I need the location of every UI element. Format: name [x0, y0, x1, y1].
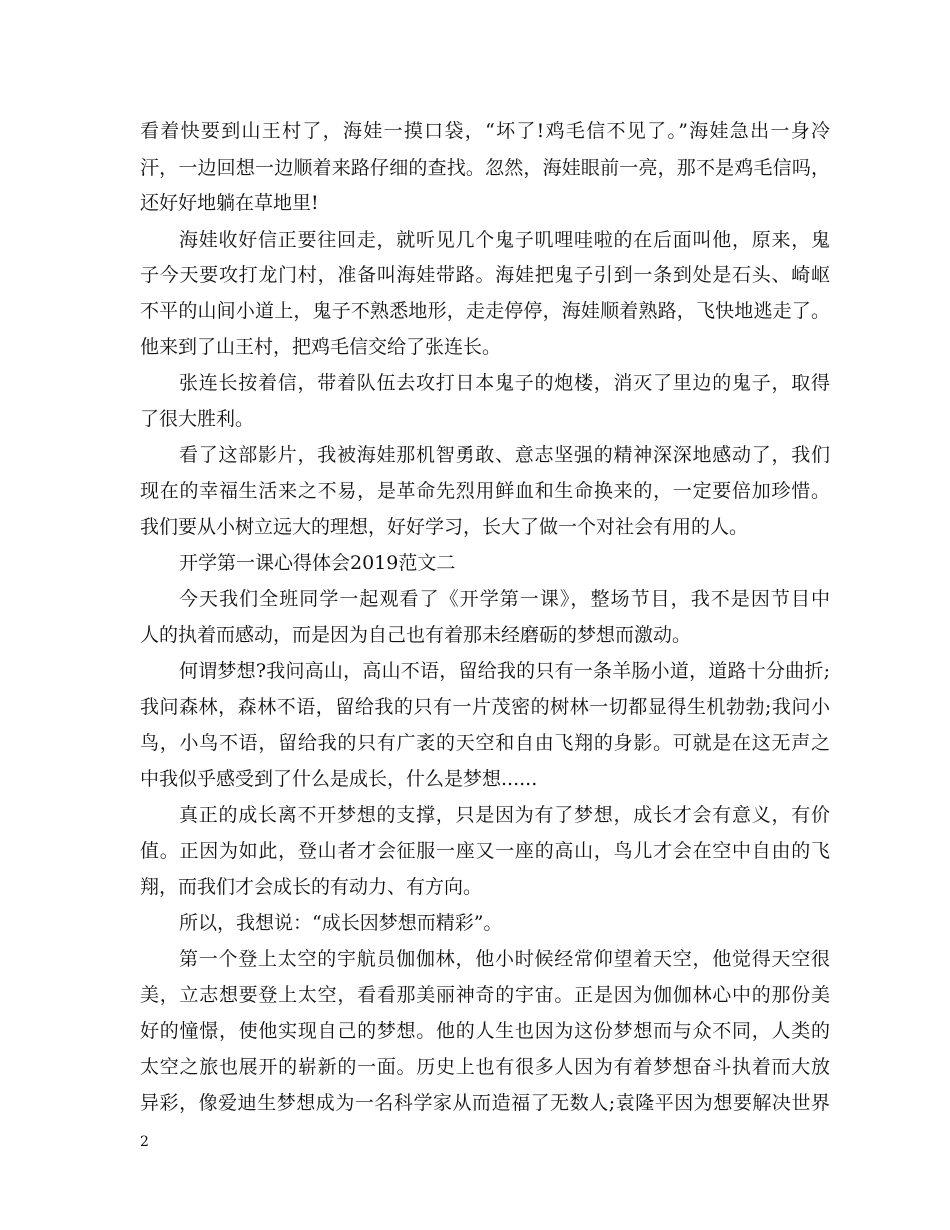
- text-line: 看了这部影片，我被海娃那机智勇敢、意志坚强的精神深深地感动了，我们: [179, 444, 830, 466]
- text-line: 何谓梦想?我问高山，高山不语，留给我的只有一条羊肠小道，道路十分曲折;: [179, 660, 830, 682]
- text-line: 鸟，小鸟不语，留给我的只有广袤的天空和自由飞翔的身影。可就是在这无声之: [140, 732, 830, 754]
- text-line: 所以，我想说：“成长因梦想而精彩”。: [179, 912, 503, 934]
- text-line: 人的执着而感动，而是因为自己也有着那未经磨砺的梦想而激动。: [140, 624, 692, 646]
- text-line: 太空之旅也展开的崭新的一面。历史上也有很多人因为有着梦想奋斗执着而大放: [140, 1056, 830, 1078]
- text-line: 子今天要攻打龙门村，准备叫海娃带路。海娃把鬼子引到一条到处是石头、崎岖: [140, 264, 830, 286]
- page-number: 2: [140, 1134, 149, 1150]
- text-line: 美，立志想要登上太空，看看那美丽神奇的宇宙。正是因为伽伽林心中的那份美: [140, 984, 830, 1006]
- text-line: 看着快要到山王村了，海娃一摸口袋，“坏了!鸡毛信不见了。”海娃急出一身冷: [140, 120, 830, 142]
- text-line: 中我似乎感受到了什么是成长，什么是梦想......: [140, 768, 538, 790]
- text-line: 现在的幸福生活来之不易，是革命先烈用鲜血和生命换来的，一定要倍加珍惜。: [140, 480, 830, 502]
- text-line: 汗，一边回想一边顺着来路仔细的查找。忽然，海娃眼前一亮，那不是鸡毛信吗，: [140, 157, 830, 179]
- text-line: 值。正因为如此，登山者才会征服一座又一座的高山，鸟儿才会在空中自由的飞: [140, 840, 830, 862]
- text-line: 真正的成长离不开梦想的支撑，只是因为有了梦想，成长才会有意义，有价: [179, 804, 830, 826]
- text-line: 好的憧憬，使他实现自己的梦想。他的人生也因为这份梦想而与众不同，人类的: [140, 1020, 830, 1042]
- text-line: 了很大胜利。: [140, 408, 255, 430]
- text-line: 异彩，像爱迪生梦想成为一名科学家从而造福了无数人;袁隆平因为想要解决世界: [140, 1092, 830, 1114]
- text-line: 他来到了山王村，把鸡毛信交给了张连长。: [140, 336, 502, 358]
- text-line: 我们要从小树立远大的理想，好好学习，长大了做一个对社会有用的人。: [140, 516, 749, 538]
- text-line: 第一个登上太空的宇航员伽伽林，他小时候经常仰望着天空，他觉得天空很: [179, 948, 830, 970]
- text-line: 我问森林，森林不语，留给我的只有一片茂密的树林一切都显得生机勃勃;我问小: [140, 696, 830, 718]
- text-line: 张连长按着信，带着队伍去攻打日本鬼子的炮楼，消灭了里边的鬼子，取得: [179, 372, 830, 394]
- text-line: 不平的山间小道上，鬼子不熟悉地形，走走停停，海娃顺着熟路，飞快地逃走了。: [140, 300, 830, 322]
- text-line: 还好好地躺在草地里!: [140, 192, 319, 214]
- text-line: 翔，而我们才会成长的有动力、有方向。: [140, 876, 483, 898]
- section-heading: 开学第一课心得体会2019范文二: [179, 552, 456, 574]
- text-line: 今天我们全班同学一起观看了《开学第一课》，整场节目，我不是因节目中: [179, 588, 830, 610]
- text-line: 海娃收好信正要往回走，就听见几个鬼子叽哩哇啦的在后面叫他，原来，鬼: [179, 229, 830, 251]
